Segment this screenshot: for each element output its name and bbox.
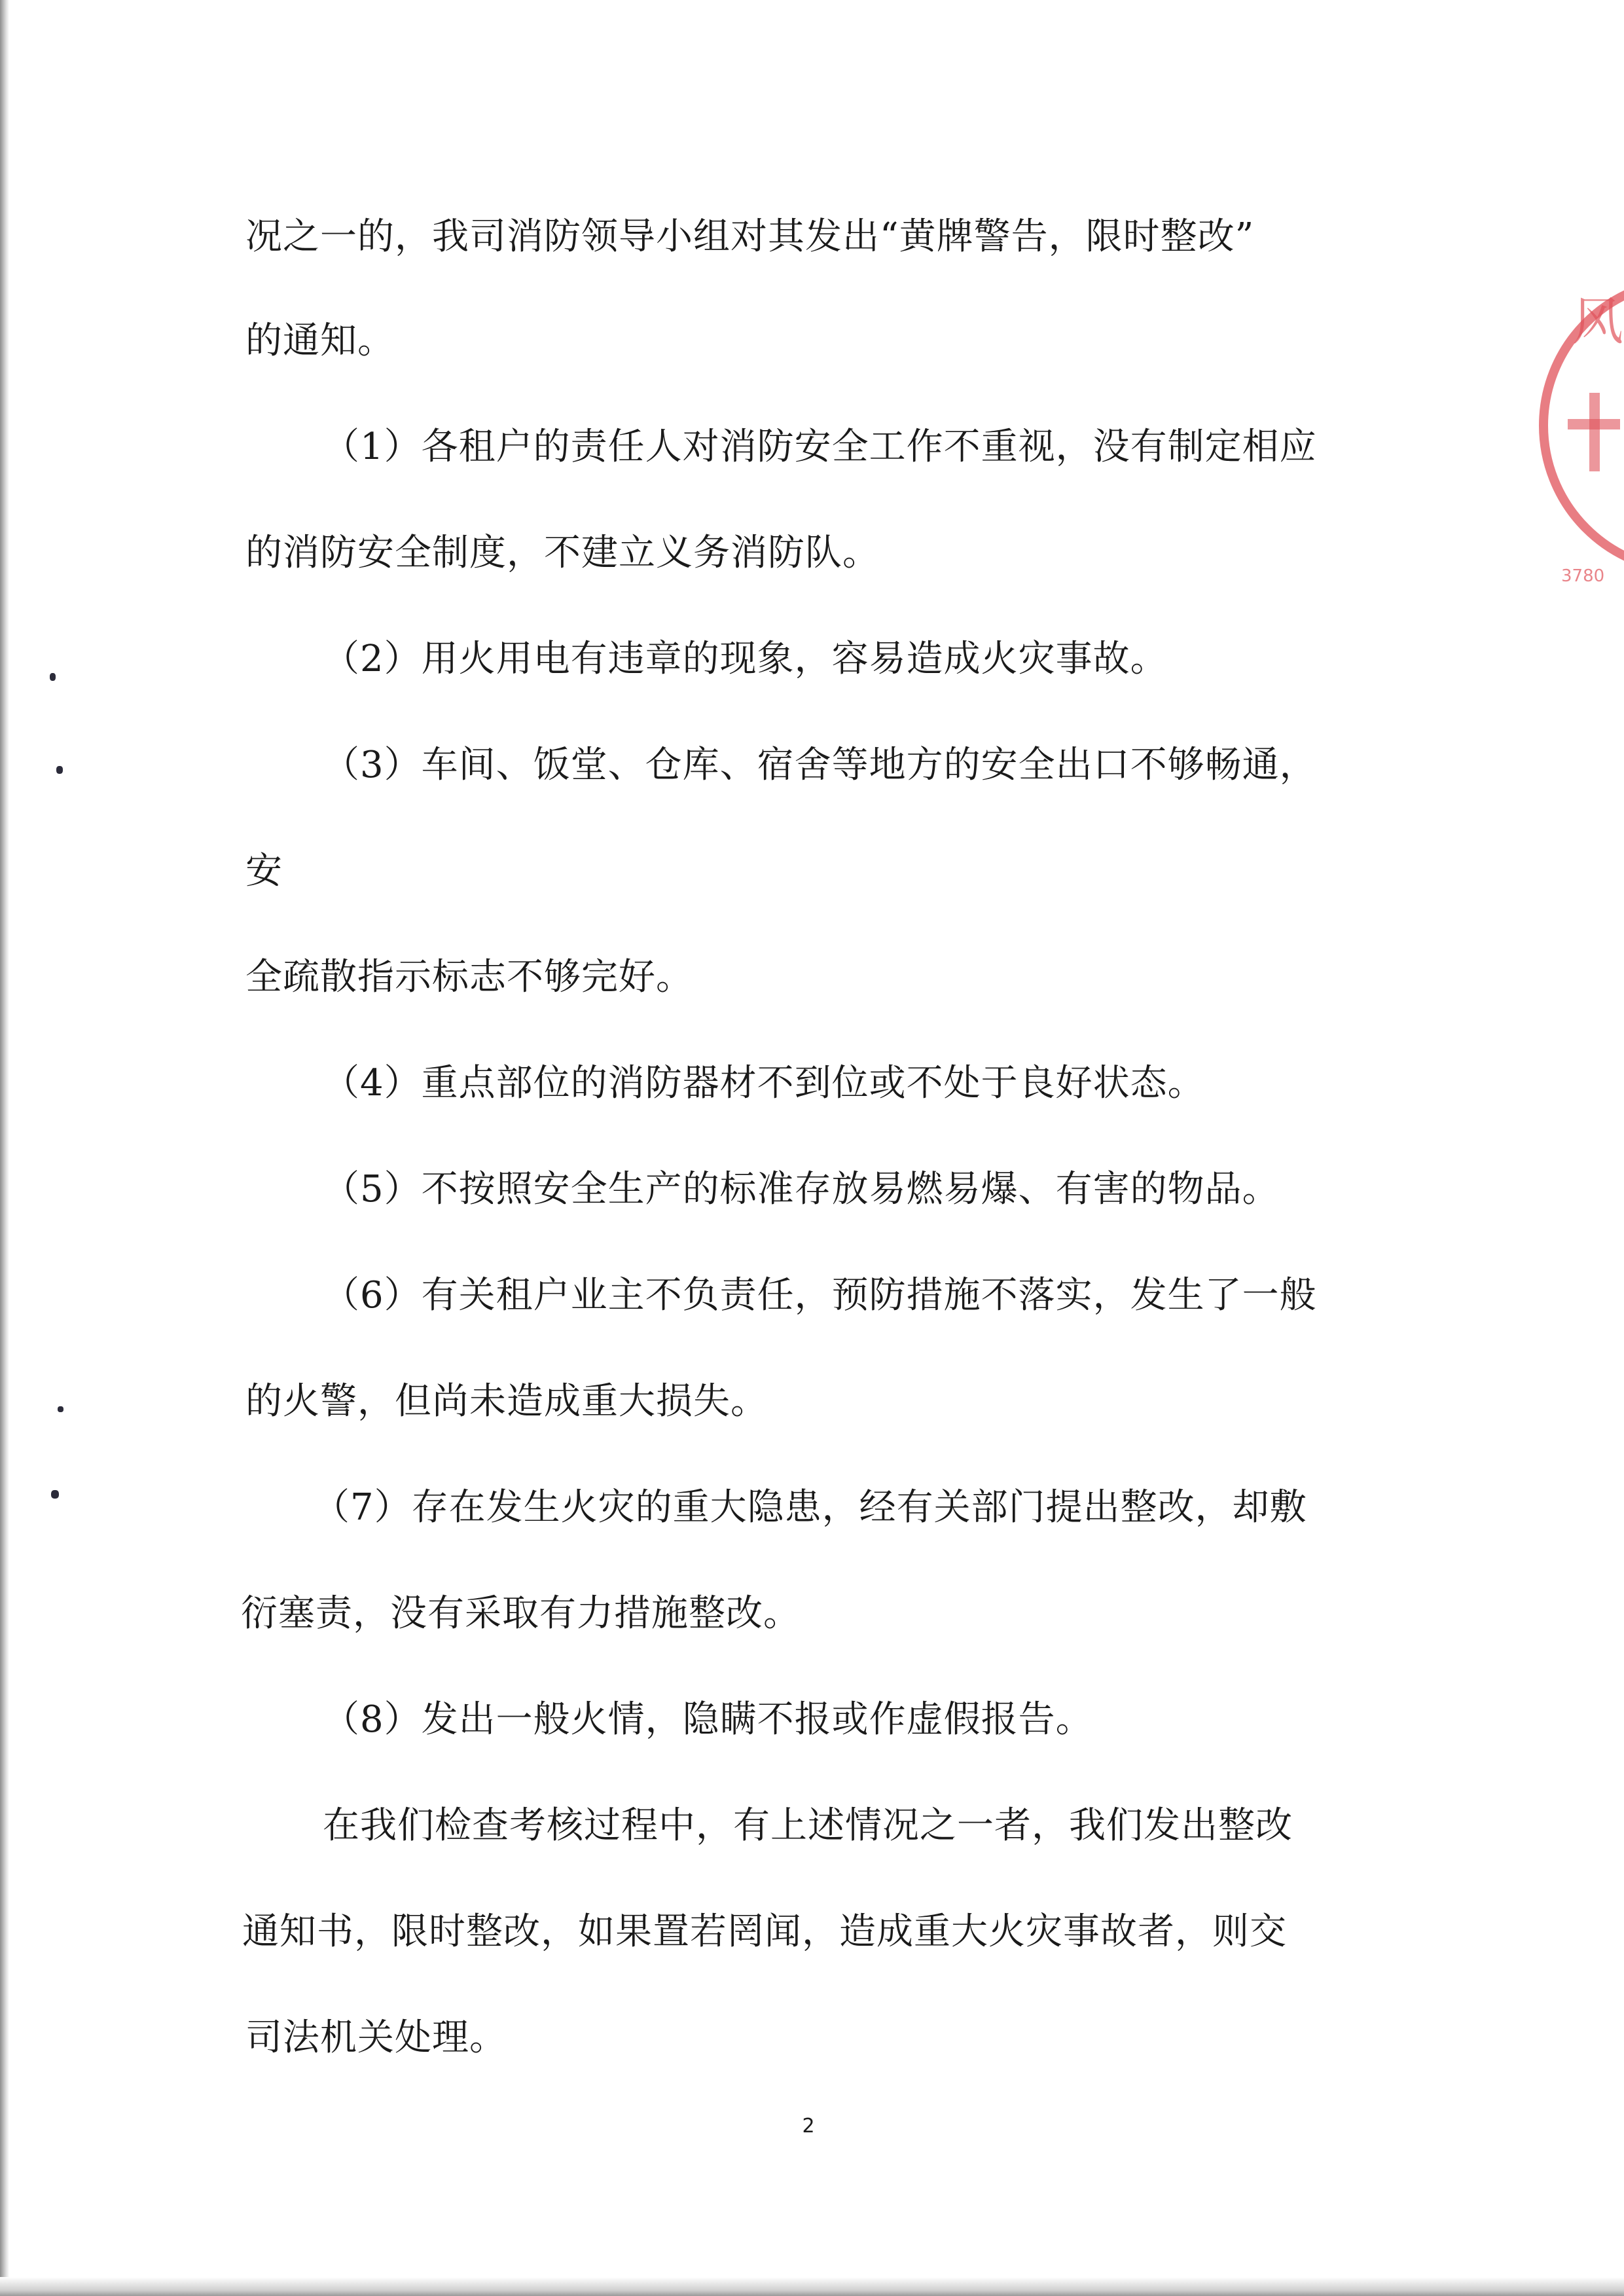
scan-speck <box>56 766 63 774</box>
scan-speck <box>51 1490 59 1499</box>
list-item-7-line: （7）存在发生火灾的重大隐患，经有关部门提出整改，却敷 <box>313 1486 1307 1529</box>
list-item-8-line: （8）发出一般火情，隐瞒不报或作虚假报告。 <box>323 1698 1093 1741</box>
scan-speck <box>50 673 56 681</box>
list-item-7-line: 衍塞责，没有采取有力措施整改。 <box>241 1592 801 1635</box>
seal-digits: 3780 <box>1561 566 1605 586</box>
paragraph-line: 的通知。 <box>245 319 395 362</box>
list-item-6-line: 的火警，但尚未造成重大损失。 <box>245 1380 768 1423</box>
scan-edge-left <box>0 0 9 2296</box>
list-item-3-line: （3）车间、饭堂、仓库、宿舍等地方的安全出口不够畅通， <box>323 744 1317 786</box>
seal-stroke <box>1589 393 1600 471</box>
list-item-5-line: （5）不按照安全生产的标准存放易燃易爆、有害的物品。 <box>323 1168 1280 1211</box>
list-item-3-line: 安 <box>245 850 283 892</box>
list-item-1-line: 的消防安全制度，不建立义务消防队。 <box>245 532 880 574</box>
scan-edge-bottom <box>0 2277 1624 2296</box>
company-seal <box>1532 262 1624 602</box>
list-item-4-line: （4）重点部位的消防器材不到位或不处于良好状态。 <box>323 1062 1205 1104</box>
paragraph-line: 况之一的，我司消防领导小组对其发出“黄牌警告，限时整改” <box>245 215 1255 258</box>
list-item-6-line: （6）有关租户业主不负责任，预防措施不落实，发生了一般 <box>323 1274 1317 1317</box>
closing-paragraph-line: 司法机关处理。 <box>245 2016 507 2059</box>
list-item-3-line: 全疏散指示标志不够完好。 <box>245 956 693 998</box>
seal-graphic <box>1532 262 1624 602</box>
closing-paragraph-line: 通知书，限时整改，如果置若罔闻，造成重大火灾事故者，则交 <box>242 1910 1287 1953</box>
list-item-1-line: （1）各租户的责任人对消防安全工作不重视，没有制定相应 <box>323 426 1317 468</box>
scan-speck <box>58 1406 63 1412</box>
page-number: 2 <box>802 2115 815 2138</box>
closing-paragraph-line: 在我们检查考核过程中，有上述情况之一者，我们发出整改 <box>323 1804 1293 1847</box>
list-item-2-line: （2）用火用电有违章的现象，容易造成火灾事故。 <box>323 638 1168 680</box>
seal-character: 风 <box>1572 293 1624 352</box>
